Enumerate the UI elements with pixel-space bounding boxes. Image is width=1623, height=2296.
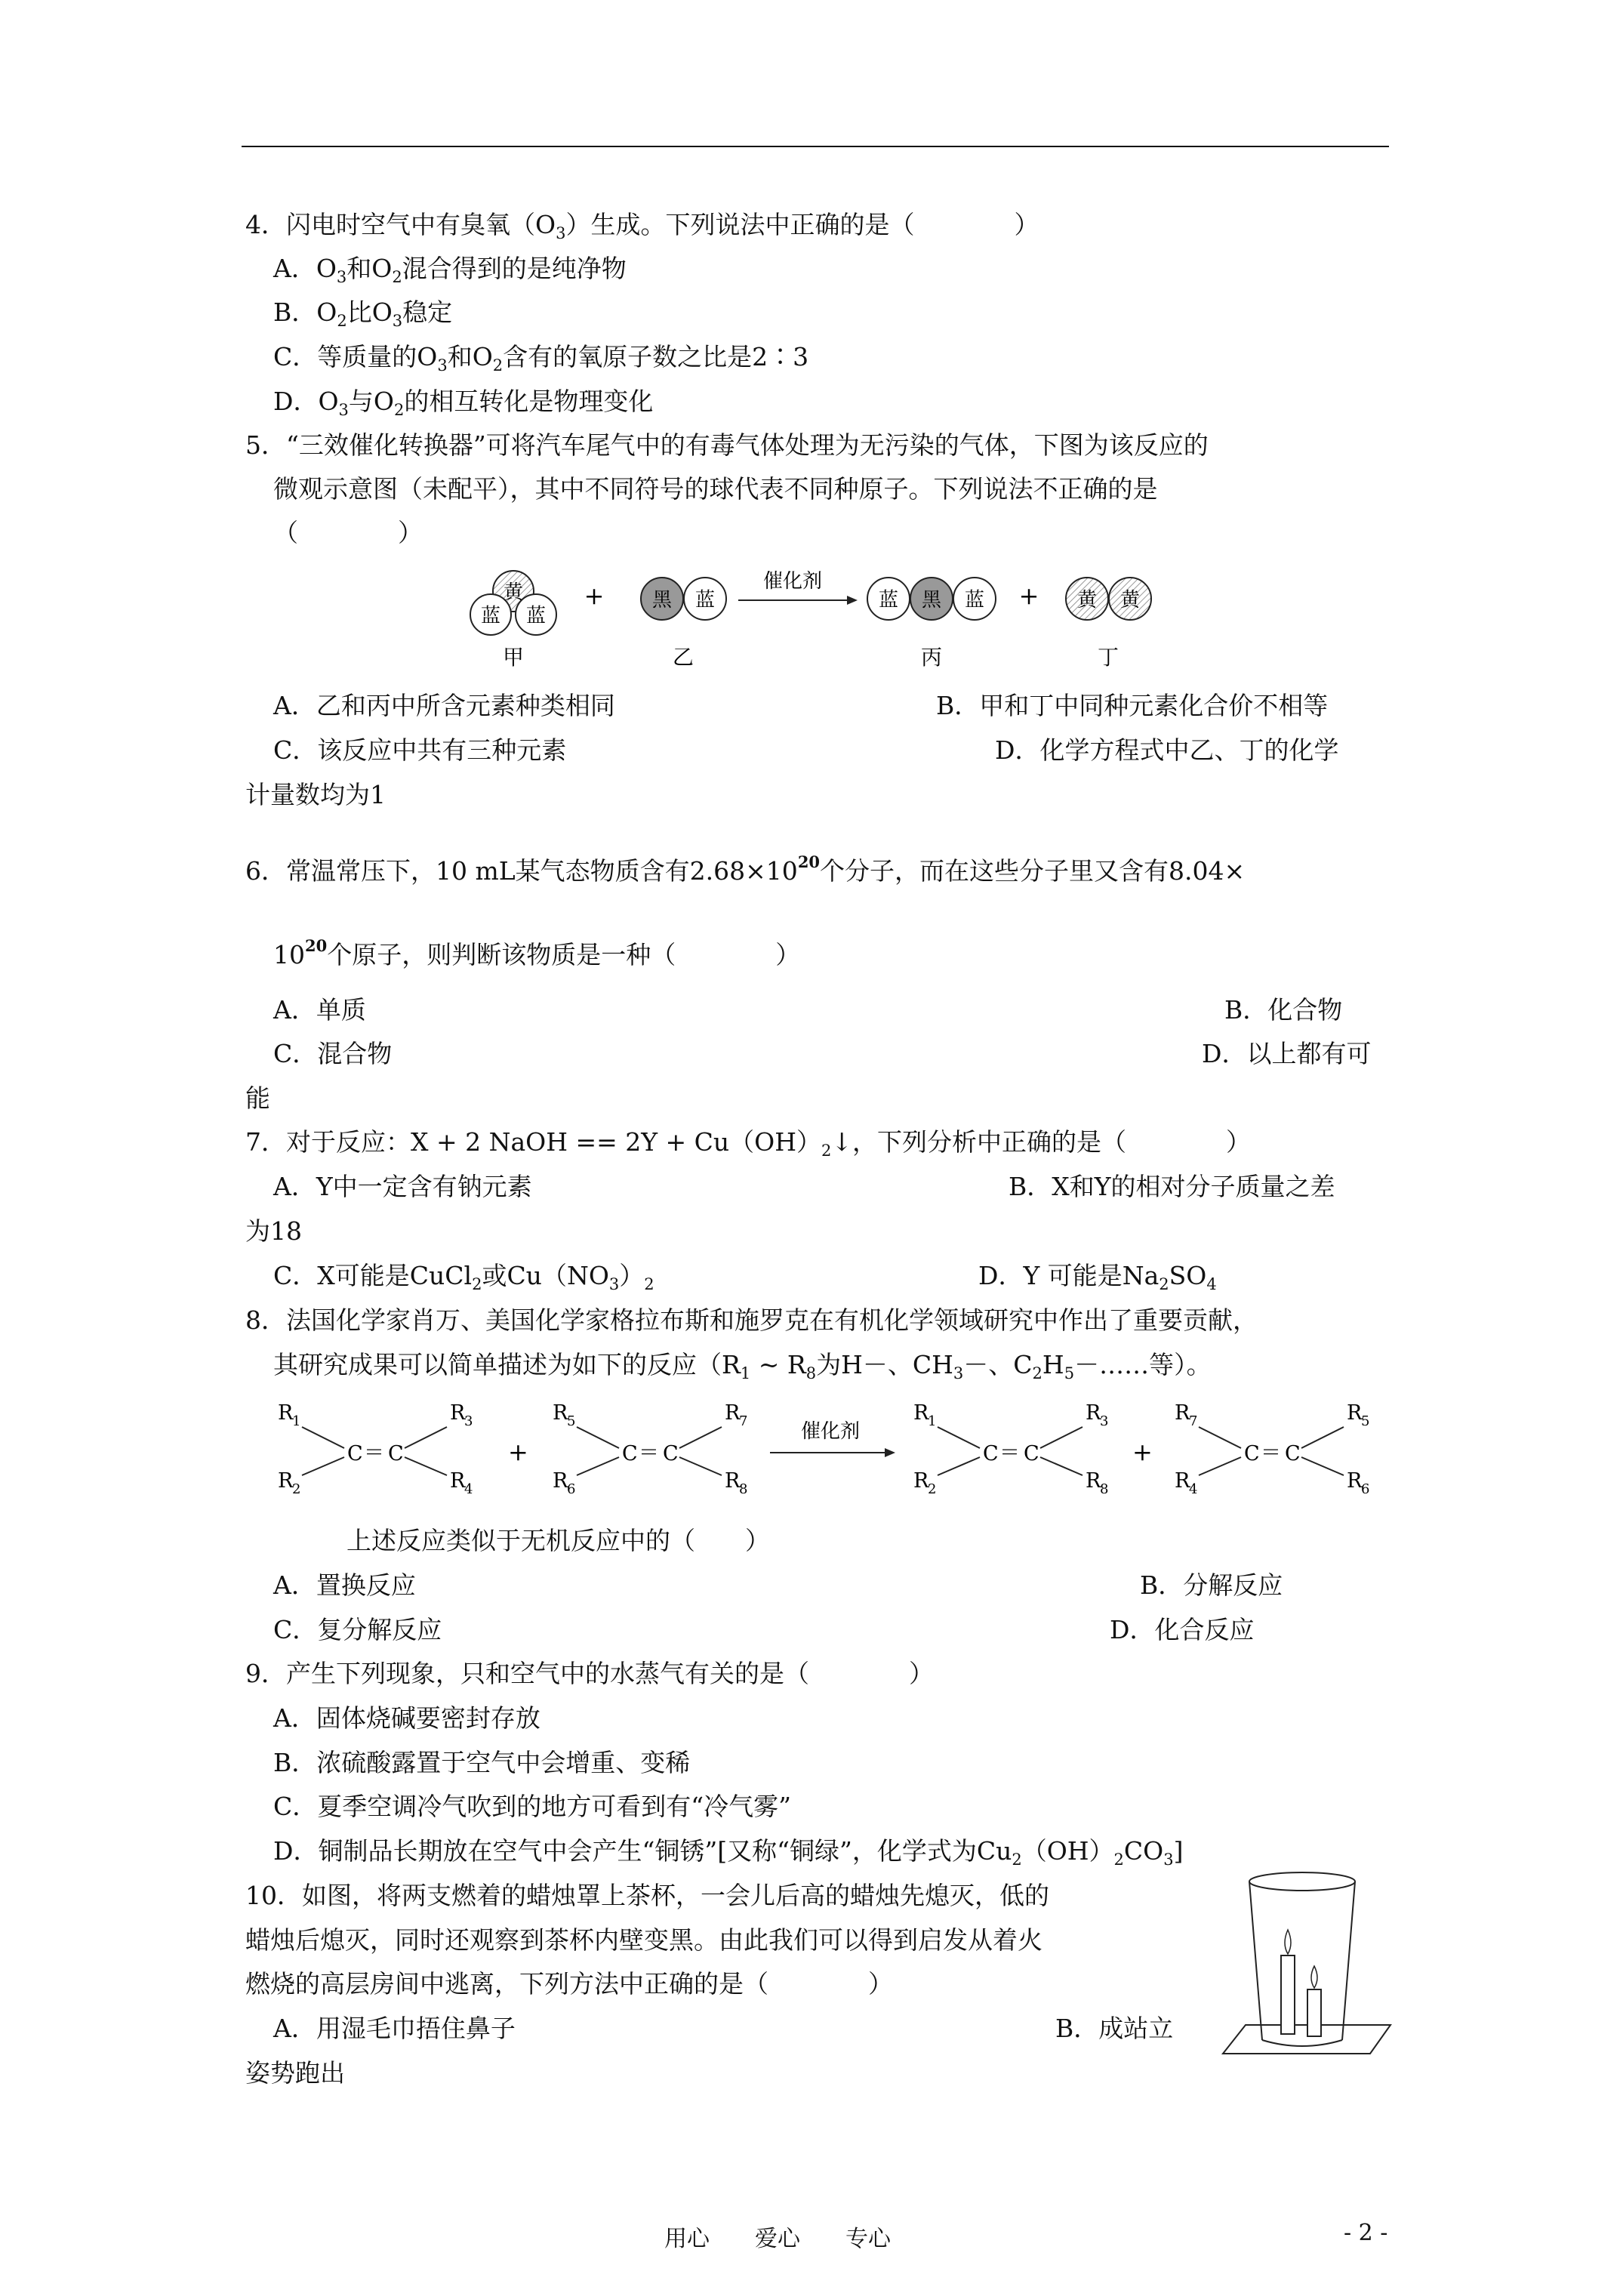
svg-text:R: R xyxy=(1175,1401,1190,1425)
svg-text:蓝: 蓝 xyxy=(525,605,547,627)
svg-text:R: R xyxy=(278,1401,294,1425)
footer-text: 用心 爱心 专心 xyxy=(664,2226,891,2252)
q10-option-b: B．成站立 xyxy=(1055,2014,1174,2043)
q8-question: 上述反应类似于无机反应中的（ ） xyxy=(346,1526,770,1555)
svg-text:+: + xyxy=(1132,1438,1153,1466)
q6-line2: $10^{20}$个原子，则判断该物质是一种（ ） xyxy=(273,936,801,969)
svg-text:4: 4 xyxy=(464,1481,473,1497)
svg-text:C: C xyxy=(388,1442,404,1465)
q9-option-c: C．夏季空调冷气吹到的地方可看到有“冷气雾” xyxy=(273,1792,791,1821)
alkene-r1r2r3r8 xyxy=(913,1401,1108,1497)
q7-option-a: A．Y中一定含有钠元素 xyxy=(273,1172,532,1201)
svg-text:8: 8 xyxy=(1100,1481,1109,1497)
svg-text:R: R xyxy=(725,1469,741,1493)
q6-option-d: D．以上都有可 xyxy=(1202,1039,1372,1068)
q8-option-c: C．复分解反应 xyxy=(273,1615,442,1644)
header-rule xyxy=(242,146,1389,147)
svg-text:乙: 乙 xyxy=(672,645,694,670)
q6-option-b: B．化合物 xyxy=(1224,995,1343,1025)
catalyst-arrow xyxy=(770,1420,895,1457)
svg-text:＝: ＝ xyxy=(639,1441,659,1465)
svg-text:蓝: 蓝 xyxy=(878,589,899,612)
q4-option-b: B．$O_2$比$O_3$稳定 xyxy=(273,297,453,330)
svg-text:＝: ＝ xyxy=(1261,1441,1281,1465)
q4-option-a: A．$O_3$和$O_2$混合得到的是纯净物 xyxy=(273,254,627,286)
q7-option-b: B．X和Y的相对分子质量之差 xyxy=(1009,1172,1335,1201)
q4-stem: 4．闪电时空气中有臭氧$(O_3)$生成。下列说法中正确的是（ ） xyxy=(245,210,1039,242)
svg-text:R: R xyxy=(725,1401,741,1425)
q6-line1: 6．常温常压下，10 mL某气态物质含有$2.68\times 10^{20}$个分子，而在这些分子里又含有8.04× xyxy=(245,852,1246,886)
svg-text:+: + xyxy=(584,581,605,610)
svg-text:C: C xyxy=(1285,1442,1301,1465)
q6-option-a: A．单质 xyxy=(273,995,366,1025)
svg-text:7: 7 xyxy=(1189,1413,1198,1429)
svg-text:4: 4 xyxy=(1189,1481,1198,1497)
svg-text:甲: 甲 xyxy=(502,645,525,670)
candle-cup-figure xyxy=(1193,1865,1404,2091)
q5-reaction-diagram xyxy=(453,559,1178,680)
svg-text:R: R xyxy=(450,1469,466,1493)
svg-text:1: 1 xyxy=(928,1413,937,1429)
q5-line3: （ ） xyxy=(273,518,423,547)
svg-text:1: 1 xyxy=(292,1413,301,1429)
q5-option-d-cont: 计量数均为1 xyxy=(245,780,386,809)
q4-option-d: D．$O_3$与$O_2$的相互转化是物理变化 xyxy=(273,387,654,419)
page-number: - 2 - xyxy=(1344,2220,1388,2246)
svg-text:丁: 丁 xyxy=(1097,645,1119,670)
q10-line3: 燃烧的高层房间中逃离，下列方法中正确的是（ ） xyxy=(245,1969,893,1999)
svg-text:丙: 丙 xyxy=(920,645,943,670)
svg-text:C: C xyxy=(983,1442,999,1465)
svg-text:R: R xyxy=(450,1401,466,1425)
svg-text:蓝: 蓝 xyxy=(480,605,501,627)
q6-option-c: C．混合物 xyxy=(273,1039,393,1068)
svg-text:R: R xyxy=(553,1469,568,1493)
catalyst-arrow xyxy=(738,570,858,605)
svg-text:C: C xyxy=(1244,1442,1260,1465)
svg-text:R: R xyxy=(278,1469,294,1493)
q7-option-d: D．Y 可能是$Na_2SO_4$ xyxy=(978,1261,1217,1293)
svg-text:6: 6 xyxy=(567,1481,576,1497)
svg-text:R: R xyxy=(553,1401,568,1425)
svg-text:R: R xyxy=(1175,1469,1190,1493)
q9-stem: 9．产生下列现象，只和空气中的水蒸气有关的是（ ） xyxy=(245,1659,934,1688)
q9-option-d: D．铜制品长期放在空气中会产生“铜锈”[又称“铜绿”，化学式为$Cu_2(OH)_2CO_3$] xyxy=(273,1836,1184,1869)
q10-option-a: A．用湿毛巾捂住鼻子 xyxy=(273,2014,516,2043)
svg-text:＝: ＝ xyxy=(364,1441,384,1465)
svg-text:R: R xyxy=(913,1401,929,1425)
svg-text:催化剂: 催化剂 xyxy=(800,1420,861,1443)
q6-option-d-cont: 能 xyxy=(245,1083,270,1113)
svg-text:黄: 黄 xyxy=(1076,589,1098,612)
molecule-ding xyxy=(1066,578,1151,670)
q7-option-c: C．X可能是CuCl$_2$或$Cu(NO_3)_2$ xyxy=(273,1261,654,1293)
svg-text:催化剂: 催化剂 xyxy=(762,570,823,593)
q9-option-b: B．浓硫酸露置于空气中会增重、变稀 xyxy=(273,1748,691,1777)
svg-text:R: R xyxy=(1086,1401,1101,1425)
q10-line1: 10．如图，将两支燃着的蜡烛罩上茶杯，一会儿后高的蜡烛先熄灭，低的 xyxy=(245,1881,1049,1910)
q10-option-b-cont: 姿势跑出 xyxy=(245,2058,345,2088)
svg-text:蓝: 蓝 xyxy=(964,589,985,612)
svg-text:5: 5 xyxy=(1361,1413,1370,1429)
svg-text:黑: 黑 xyxy=(651,589,673,612)
q5-option-d: D．化学方程式中乙、丁的化学 xyxy=(995,735,1339,765)
alkene-r1r2r3r4 xyxy=(278,1401,473,1497)
svg-text:C: C xyxy=(622,1442,638,1465)
q5-option-c: C．该反应中共有三种元素 xyxy=(273,735,567,765)
svg-text:黄: 黄 xyxy=(1119,589,1141,612)
svg-text:8: 8 xyxy=(739,1481,748,1497)
q8-line1: 8．法国化学家肖万、美国化学家格拉布斯和施罗克在有机化学领域研究中作出了重要贡献， xyxy=(245,1305,1258,1335)
q5-option-a: A．乙和丙中所含元素种类相同 xyxy=(273,691,615,720)
svg-text:6: 6 xyxy=(1361,1481,1370,1497)
svg-text:C: C xyxy=(1024,1442,1039,1465)
svg-text:2: 2 xyxy=(928,1481,937,1497)
q10-line2: 蜡烛后熄灭，同时还观察到茶杯内壁变黑。由此我们可以得到启发从着火 xyxy=(245,1925,1042,1955)
q8-line2: 其研究成果可以简单描述为如下的反应（$R_1$ ~ $R_8$为H－、$CH_3-$、$C_2H_5-\dots\dots$等）。 xyxy=(273,1350,1212,1382)
q5-option-b: B．甲和丁中同种元素化合价不相等 xyxy=(936,691,1329,720)
svg-text:黄: 黄 xyxy=(503,581,524,604)
alkene-r7r4r5r6 xyxy=(1175,1401,1369,1497)
q5-line1: 5．“三效催化转换器”可将汽车尾气中的有毒气体处理为无污染的气体，下图为该反应的 xyxy=(245,430,1209,460)
svg-text:R: R xyxy=(1086,1469,1101,1493)
q8-option-d: D．化合反应 xyxy=(1110,1615,1255,1644)
svg-text:2: 2 xyxy=(292,1481,301,1497)
molecule-jia xyxy=(470,571,556,670)
q8-reaction-diagram xyxy=(272,1397,1389,1502)
svg-text:C: C xyxy=(347,1442,363,1465)
svg-text:3: 3 xyxy=(464,1413,473,1429)
svg-text:＝: ＝ xyxy=(999,1441,1020,1465)
svg-text:R: R xyxy=(1347,1401,1363,1425)
q7-stem: 7．对于反应：X + 2 NaOH == $2Y + Cu(OH)_2↓$，下列分析中正确的是（ ） xyxy=(245,1127,1252,1160)
q7-option-b-cont: 为18 xyxy=(245,1216,302,1246)
svg-text:蓝: 蓝 xyxy=(694,589,716,612)
q8-option-a: A．置换反应 xyxy=(273,1570,416,1600)
svg-text:3: 3 xyxy=(1100,1413,1109,1429)
svg-text:+: + xyxy=(508,1438,528,1466)
svg-text:7: 7 xyxy=(739,1413,748,1429)
svg-text:R: R xyxy=(913,1469,929,1493)
svg-text:+: + xyxy=(1018,581,1039,610)
q9-option-a: A．固体烧碱要密封存放 xyxy=(273,1703,540,1733)
molecule-yi xyxy=(641,578,726,670)
svg-text:C: C xyxy=(663,1442,679,1465)
svg-text:黑: 黑 xyxy=(921,589,942,612)
alkene-r5r6r7r8 xyxy=(553,1401,747,1497)
molecule-bing xyxy=(867,578,996,670)
q8-option-b: B．分解反应 xyxy=(1140,1570,1283,1600)
svg-text:R: R xyxy=(1347,1469,1363,1493)
q4-option-c: C．等质量的$O_3$和$O_2$含有的氧原子数之比是2∶3 xyxy=(273,342,809,374)
q5-line2: 微观示意图（未配平），其中不同符号的球代表不同种原子。下列说法不正确的是 xyxy=(273,474,1158,504)
svg-text:5: 5 xyxy=(567,1413,576,1429)
